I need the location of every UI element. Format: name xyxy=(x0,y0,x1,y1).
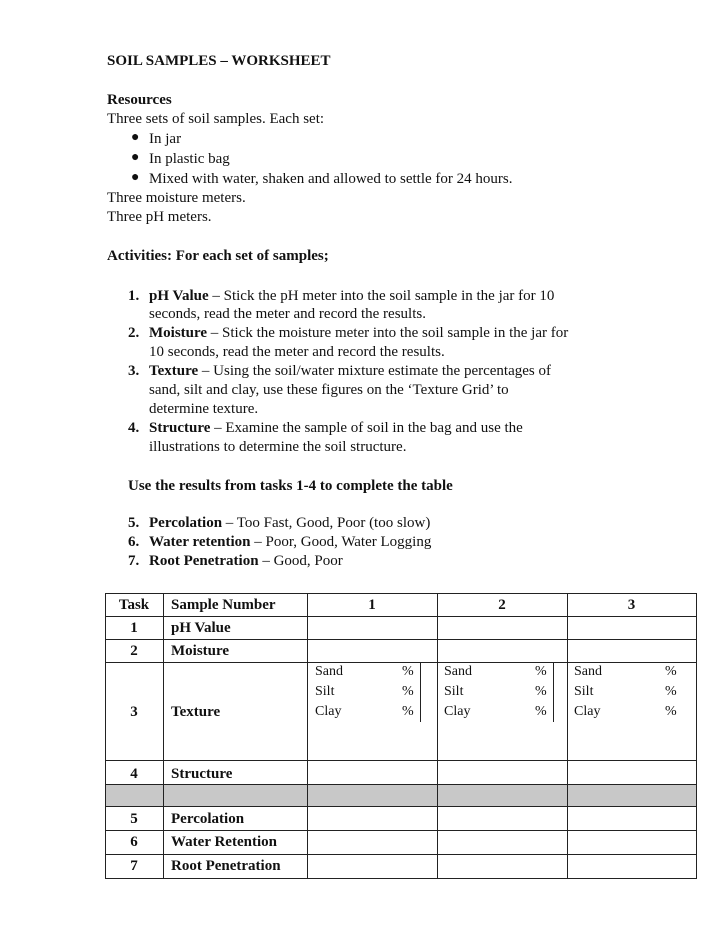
instruction-text: Use the results from tasks 1-4 to complete the table xyxy=(128,478,453,494)
texture-clay-label: Clay xyxy=(315,704,342,719)
shaded-row xyxy=(105,784,300,806)
percent-sign: % xyxy=(665,704,677,719)
activity-line: illustrations to determine the soil structure. xyxy=(149,439,407,455)
criteria-term: Percolation xyxy=(149,515,223,531)
texture-silt-label: Silt xyxy=(574,684,594,699)
texture-clay-label: Clay xyxy=(444,704,471,719)
texture-silt-label: Silt xyxy=(315,684,335,699)
task-number: 2 xyxy=(130,643,138,659)
activity-text: – Stick the moisture meter into the soil sample in the jar for xyxy=(207,325,569,341)
table-header-task: Task xyxy=(118,597,150,613)
percent-sign: % xyxy=(665,684,677,699)
criteria-line xyxy=(149,514,430,533)
table-header-sample-1: 1 xyxy=(368,597,376,613)
resource-bullet: Mixed with water, shaken and allowed to settle for 24 hours. xyxy=(149,171,513,187)
task-number: 4 xyxy=(130,766,138,782)
row-label: pH Value xyxy=(171,620,231,636)
activity-line: seconds, read the meter and record the results. xyxy=(149,306,426,322)
row-label: Percolation xyxy=(171,811,245,827)
list-number: 1. xyxy=(128,288,140,304)
texture-sand-label: Sand xyxy=(315,664,343,679)
percent-sign: % xyxy=(535,704,547,719)
bullet-icon: ● xyxy=(131,130,140,145)
criteria-text: – Poor, Good, Water Logging xyxy=(250,534,432,550)
activity-line: sand, silt and clay, use these figures on the ‘Texture Grid’ to xyxy=(149,382,509,398)
resources-line: Three pH meters. xyxy=(107,209,212,225)
bullet-icon: ● xyxy=(131,170,140,185)
activity-line xyxy=(149,419,523,438)
percent-sign: % xyxy=(535,664,547,679)
task-number: 7 xyxy=(130,858,138,874)
criteria-line xyxy=(149,533,431,552)
row-label: Structure xyxy=(171,766,233,782)
table-header-sample-3: 3 xyxy=(627,597,636,613)
task-number: 3 xyxy=(130,704,138,720)
row-label: Texture xyxy=(171,704,221,720)
texture-clay-label: Clay xyxy=(574,704,601,719)
activity-line xyxy=(149,287,554,306)
row-label: Moisture xyxy=(171,643,230,659)
activity-line xyxy=(149,362,551,381)
list-number: 4. xyxy=(128,420,140,436)
list-number: 7. xyxy=(128,553,140,569)
list-number: 6. xyxy=(128,534,140,550)
activities-heading: Activities: For each set of samples; xyxy=(107,248,329,264)
activity-line: 10 seconds, read the meter and record the results. xyxy=(149,344,445,360)
table-header-sample: Sample Number xyxy=(171,597,276,613)
percent-sign: % xyxy=(535,684,547,699)
row-label: Water Retention xyxy=(171,834,277,850)
texture-silt-label: Silt xyxy=(444,684,464,699)
resources-intro: Three sets of soil samples. Each set: xyxy=(107,111,325,127)
list-number: 5. xyxy=(128,515,140,531)
activity-text: – Examine the sample of soil in the bag and use the xyxy=(210,420,523,436)
percent-sign: % xyxy=(402,704,414,719)
texture-sand-label: Sand xyxy=(444,664,472,679)
row-label: Root Penetration xyxy=(171,858,281,874)
criteria-line xyxy=(149,552,343,571)
activity-line xyxy=(149,324,568,343)
activity-line: determine texture. xyxy=(149,401,259,417)
criteria-text: – Good, Poor xyxy=(258,553,343,569)
resources-line: Three moisture meters. xyxy=(107,190,246,206)
resource-bullet: In plastic bag xyxy=(149,151,230,167)
criteria-term: Root Penetration xyxy=(149,553,259,569)
table-header-sample-2: 2 xyxy=(498,597,506,613)
activity-text: – Stick the pH meter into the soil sample in the jar for 10 xyxy=(208,288,555,304)
list-number: 2. xyxy=(128,325,140,341)
texture-sand-label: Sand xyxy=(574,664,602,679)
task-number: 5 xyxy=(130,811,138,827)
percent-sign: % xyxy=(402,664,414,679)
activity-term: Structure xyxy=(149,420,211,436)
resource-bullet: In jar xyxy=(149,131,182,147)
percent-sign: % xyxy=(665,664,677,679)
percent-sign: % xyxy=(402,684,414,699)
resources-heading: Resources xyxy=(107,92,172,108)
criteria-term: Water retention xyxy=(149,534,251,550)
task-number: 6 xyxy=(130,834,138,850)
activity-term: Moisture xyxy=(149,325,208,341)
list-number: 3. xyxy=(128,363,140,379)
criteria-text: – Too Fast, Good, Poor (too slow) xyxy=(222,515,431,531)
shaded-row xyxy=(300,784,696,806)
page-title: SOIL SAMPLES – WORKSHEET xyxy=(107,53,331,69)
activity-term: pH Value xyxy=(149,288,209,304)
bullet-icon: ● xyxy=(131,150,140,165)
activity-term: Texture xyxy=(149,363,199,379)
activity-text: – Using the soil/water mixture estimate the percentages of xyxy=(198,363,551,379)
task-number: 1 xyxy=(130,620,138,636)
